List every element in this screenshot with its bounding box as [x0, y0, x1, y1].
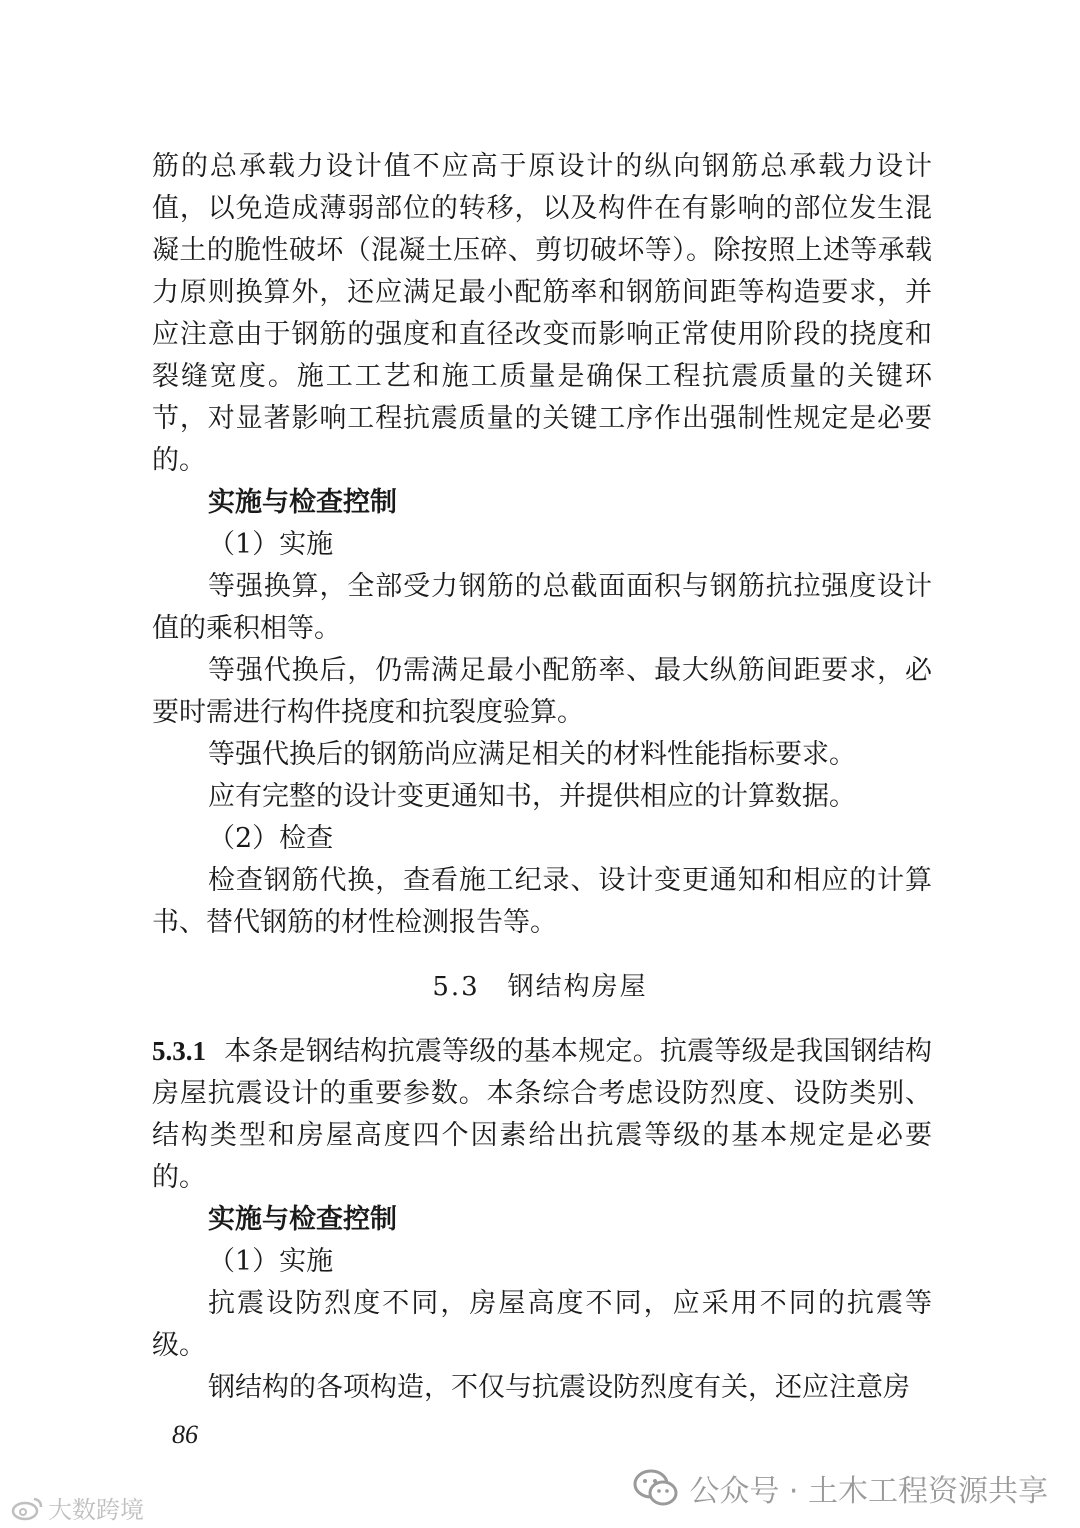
page-number: 86: [172, 1420, 198, 1449]
clause-paragraph: [152, 1030, 932, 1199]
intro-block: [152, 146, 932, 944]
weibo-watermark: [10, 1490, 144, 1525]
inspection-label-1: （2）检查: [208, 823, 334, 854]
section-title: 5.3 钢结构房屋: [432, 972, 648, 1002]
clause-block: [152, 1030, 932, 1409]
weibo-icon: [10, 1495, 44, 1521]
wechat-icon: [633, 1468, 679, 1508]
impl2-paragraph-1: 抗震设防烈度不同，房屋高度不同，应采用不同的抗震等级。: [152, 1288, 932, 1361]
inspection-paragraph-1: 检查钢筋代换，查看施工纪录、设计变更通知和相应的计算书、替代钢筋的材性检测报告等。: [152, 865, 932, 938]
impl-paragraph-3: 等强代换后的钢筋尚应满足相关的材料性能指标要求。: [208, 739, 856, 770]
wechat-watermark: [633, 1466, 1048, 1510]
watermark-right-text: 公众号 · 土木工程资源共享: [689, 1474, 1048, 1509]
impl2-paragraph-2: 钢结构的各项构造，不仅与抗震设防烈度有关，还应注意房: [208, 1372, 910, 1403]
implementation-label-1: （1）实施: [208, 529, 334, 560]
impl-paragraph-4: 应有完整的设计变更通知书，并提供相应的计算数据。: [208, 781, 856, 812]
implementation-label-2: （1）实施: [208, 1246, 334, 1277]
control-heading-2: 实施与检查控制: [208, 1204, 397, 1235]
clause-number: 5.3.1: [152, 1036, 206, 1066]
watermark-left-text: 大数跨境: [48, 1496, 144, 1524]
intro-paragraph: 筋的总承载力设计值不应高于原设计的纵向钢筋总承载力设计值，以免造成薄弱部位的转移，以及构件在有影响的部位发生混凝土的脆性破坏（混凝土压碎、剪切破坏等）。除按照上述等承载力原则换算外，还应满足最小配筋率和钢筋间距等构造要求，并应注意由于钢筋的强度和直径改变而影响正常使用阶段的挠度和裂缝宽度。施工工艺和施工质量是确保工程抗震质量的关键环节，对显著影响工程抗震质量的关键工序作出强制性规定是必要的。: [152, 151, 932, 476]
impl-paragraph-2: 等强代换后，仍需满足最小配筋率、最大纵筋间距要求，必要时需进行构件挠度和抗裂度验算。: [152, 655, 932, 728]
control-heading-1: 实施与检查控制: [208, 487, 397, 518]
clause-text: 本条是钢结构抗震等级的基本规定。抗震等级是我国钢结构房屋抗震设计的重要参数。本条综合考虑设防烈度、设防类别、结构类型和房屋高度四个因素给出抗震等级的基本规定是必要的。: [152, 1036, 932, 1193]
impl-paragraph-1: 等强换算，全部受力钢筋的总截面面积与钢筋抗拉强度设计值的乘积相等。: [152, 571, 932, 644]
